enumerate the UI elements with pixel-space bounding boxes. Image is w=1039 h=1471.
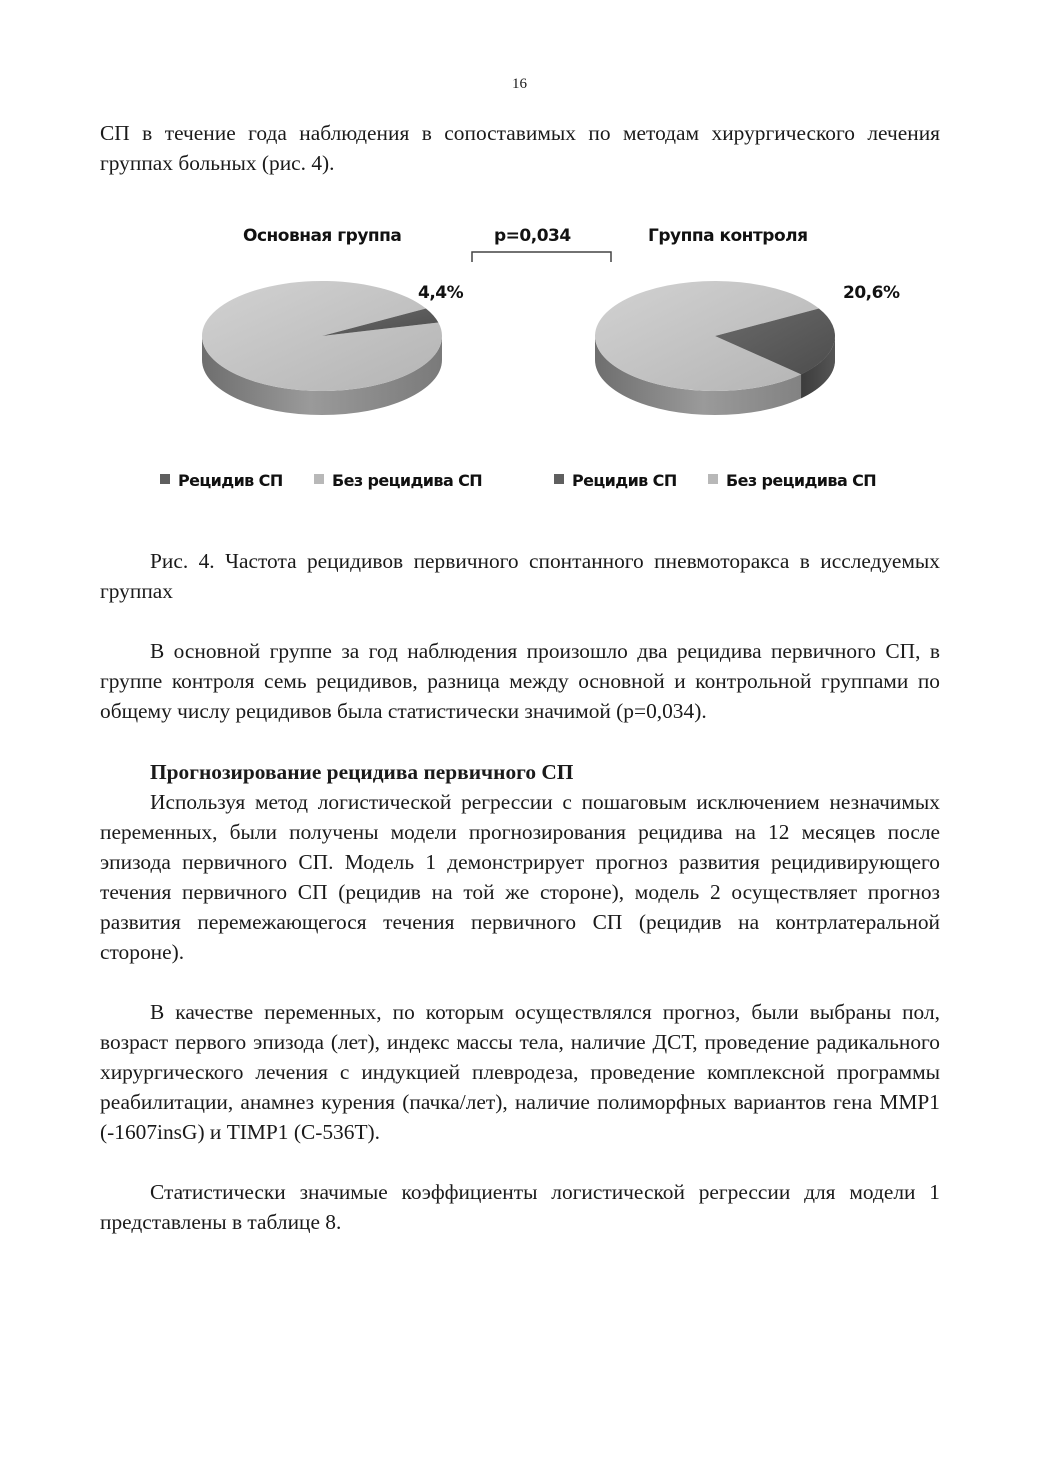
data-label-main-group: 4,4% xyxy=(418,283,464,303)
legend-swatch-recurrence xyxy=(554,474,564,484)
legend-main-group xyxy=(160,471,482,490)
figure-caption: Рис. 4. Частота рецидивов первичного спонтанного пневмоторакса в исследуемых группах xyxy=(100,549,940,603)
legend-swatch-no-recurrence xyxy=(314,474,324,484)
paragraph-results: В основной группе за год наблюдения произошло два рецидива первичного СП, в группе контроля семь рецидивов, разница между основной и контрольной группами по общему числу рецидивов была статистически значимой (p=0,034). xyxy=(100,639,940,723)
figure-4-pie-charts xyxy=(150,218,910,508)
legend-control-group xyxy=(554,471,876,490)
legend-label-recurrence: Рецидив СП xyxy=(572,471,677,490)
pie-chart-control-group xyxy=(595,281,835,415)
section-heading: Прогнозирование рецидива первичного СП xyxy=(150,760,574,784)
data-label-control-group: 20,6% xyxy=(843,283,900,303)
paragraph-variables: В качестве переменных, по которым осуществлялся прогноз, были выбраны пол, возраст первого эпизода (лет), индекс массы тела, наличие ДСТ, проведение радикального хирургического лечения с индукцией плевродеза, проведение комплексной программы реабилитации, анамнез курения (пачка/лет), наличие полиморфных вариантов гена MMP1 (-1607insG) и TIMP1 (C-536T). xyxy=(100,1000,940,1144)
pie-chart-main-group xyxy=(202,281,442,415)
legend-label-no-recurrence: Без рецидива СП xyxy=(726,471,877,490)
pie-slice-no-recurrence xyxy=(202,281,442,391)
paragraph-coefficients: Статистически значимые коэффициенты логистической регрессии для модели 1 представлены в таблице 8. xyxy=(100,1180,940,1234)
p-value-bracket xyxy=(472,252,611,262)
intro-paragraph: СП в течение года наблюдения в сопоставимых по методам хирургического лечения группах больных (рис. 4). xyxy=(100,121,940,175)
legend-label-no-recurrence: Без рецидива СП xyxy=(332,471,483,490)
p-value-label: p=0,034 xyxy=(494,226,571,246)
pie-title-control-group: Группа контроля xyxy=(648,226,808,246)
paragraph-models: Используя метод логистической регрессии с пошаговым исключением незначимых переменных, были получены модели прогнозирования рецидива на 12 месяцев после эпизода первичного СП. Модель 1 демонстрирует прогноз развития рецидивирующего течения первичного СП (рецидив на той же стороне), модель 2 осуществляет прогноз развития перемежающегося течения первичного СП (рецидив на контрлатеральной стороне). xyxy=(100,790,940,964)
legend-swatch-recurrence xyxy=(160,474,170,484)
legend-swatch-no-recurrence xyxy=(708,474,718,484)
legend-label-recurrence: Рецидив СП xyxy=(178,471,283,490)
pie-title-main-group: Основная группа xyxy=(243,226,402,246)
page-number: 16 xyxy=(512,76,527,92)
